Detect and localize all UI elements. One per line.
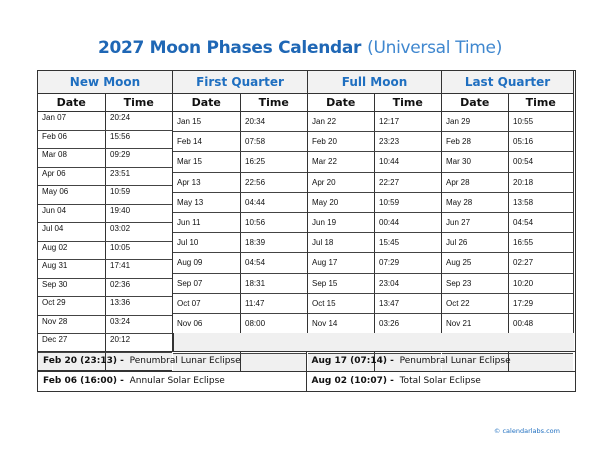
table-row	[442, 173, 573, 193]
phase-rows	[38, 112, 172, 371]
table-row	[38, 149, 172, 168]
time-cell: 18:39	[245, 238, 266, 248]
table-row	[173, 132, 307, 152]
column-headers	[38, 94, 172, 112]
time-cell: 22:56	[245, 177, 266, 187]
date-cell: Dec 27	[38, 334, 106, 352]
table-row	[38, 316, 172, 335]
time-cell: 12:17	[379, 117, 400, 126]
table-row	[38, 112, 172, 131]
time-cell: 03:02	[110, 224, 131, 233]
column-headers	[442, 94, 573, 112]
table-row	[173, 233, 307, 253]
date-cell: Nov 28	[38, 316, 106, 334]
date-cell: Jul 18	[308, 233, 375, 252]
time-cell: 13:58	[513, 197, 534, 207]
date-cell: Nov 21	[442, 314, 509, 333]
section-header: First Quarter	[173, 71, 307, 94]
eclipse-datetime: Aug 02 (10:07) -	[311, 376, 394, 386]
date-cell: Jun 19	[308, 213, 375, 232]
time-header: Time	[392, 96, 423, 109]
time-cell: 17:41	[110, 261, 131, 270]
date-cell: Jul 26	[442, 233, 509, 252]
table-row	[173, 213, 307, 233]
time-cell: 20:24	[110, 113, 131, 122]
date-cell: Sep 15	[308, 274, 375, 293]
date-cell: Mar 15	[173, 152, 241, 171]
date-cell: Nov 06	[173, 314, 241, 333]
time-cell: 02:36	[110, 279, 131, 289]
time-cell: 00:54	[513, 157, 534, 167]
date-cell: Sep 30	[38, 279, 106, 297]
table-row	[38, 242, 172, 261]
date-cell: Feb 06	[38, 131, 106, 149]
time-cell: 19:40	[110, 205, 131, 215]
time-cell: 04:54	[513, 217, 534, 227]
empty-filler-row	[173, 333, 574, 352]
date-cell: May 20	[308, 193, 375, 212]
column-headers	[173, 94, 307, 112]
date-cell: May 13	[173, 193, 241, 212]
table-row	[442, 294, 573, 314]
eclipse-type: Penumbral Lunar Eclipse	[129, 356, 241, 366]
time-cell: 23:04	[379, 278, 400, 288]
time-cell: 23:51	[110, 168, 131, 178]
time-cell: 20:12	[110, 335, 131, 344]
time-cell: 13:47	[379, 298, 400, 308]
time-cell: 07:58	[245, 137, 266, 147]
time-cell: 03:24	[110, 316, 131, 326]
table-row	[173, 314, 307, 334]
eclipse-item	[38, 372, 307, 391]
date-cell: Jan 15	[173, 112, 241, 131]
eclipse-type: Penumbral Lunar Eclipse	[399, 356, 511, 366]
date-cell: Feb 14	[173, 132, 241, 151]
table-row	[442, 213, 573, 233]
date-cell: Nov 14	[308, 314, 375, 333]
date-cell: Jun 11	[173, 213, 241, 232]
table-row	[442, 314, 573, 334]
table-row	[308, 152, 441, 172]
date-cell: Apr 13	[173, 173, 241, 192]
table-row	[308, 112, 441, 132]
eclipse-item	[38, 352, 307, 371]
date-cell: Jun 27	[442, 213, 509, 232]
table-row	[308, 294, 441, 314]
time-cell: 20:18	[513, 177, 534, 187]
date-cell: Oct 15	[308, 294, 375, 313]
table-row	[38, 131, 172, 150]
table-row	[308, 233, 441, 253]
date-cell: Jan 07	[38, 112, 106, 130]
date-cell: Aug 17	[308, 253, 375, 272]
table-row	[442, 233, 573, 253]
eclipse-row	[38, 351, 575, 371]
date-cell: Mar 22	[308, 152, 375, 171]
table-row	[442, 253, 573, 273]
date-cell: Sep 07	[173, 274, 241, 293]
date-cell: Mar 30	[442, 152, 509, 171]
time-cell: 23:23	[379, 137, 400, 147]
table-row	[308, 314, 441, 334]
time-cell: 10:20	[513, 278, 534, 288]
date-cell: Feb 20	[308, 132, 375, 151]
date-cell: Jul 04	[38, 223, 106, 241]
table-row	[442, 132, 573, 152]
column-headers	[308, 94, 441, 112]
date-cell: Apr 28	[442, 173, 509, 192]
date-cell: Jan 29	[442, 112, 509, 131]
eclipse-item	[307, 352, 576, 371]
time-cell: 18:31	[245, 278, 266, 288]
moon-phases-table	[37, 70, 576, 392]
table-row	[173, 193, 307, 213]
table-row	[173, 274, 307, 294]
date-cell: May 28	[442, 193, 509, 212]
time-cell: 09:29	[110, 150, 131, 159]
time-cell: 04:44	[245, 197, 266, 207]
time-header: Time	[258, 96, 289, 109]
date-cell: Feb 28	[442, 132, 509, 151]
section-last-quarter	[442, 71, 574, 352]
time-header: Time	[525, 96, 556, 109]
table-row	[173, 112, 307, 132]
date-cell: Aug 09	[173, 253, 241, 272]
table-row	[442, 274, 573, 294]
time-cell: 08:00	[245, 318, 266, 328]
date-cell: Mar 08	[38, 149, 106, 167]
time-cell: 16:55	[513, 238, 534, 248]
eclipse-item	[307, 372, 576, 391]
eclipse-type: Annular Solar Eclipse	[129, 376, 225, 386]
table-row	[308, 274, 441, 294]
date-cell: Apr 20	[308, 173, 375, 192]
eclipse-datetime: Aug 17 (07:14) -	[311, 356, 394, 366]
date-cell: Aug 02	[38, 242, 106, 260]
time-cell: 15:45	[379, 238, 400, 248]
date-header: Date	[442, 94, 509, 111]
page-title	[0, 38, 600, 58]
time-cell: 11:47	[245, 298, 265, 308]
eclipse-row	[38, 371, 575, 391]
date-cell: Jun 04	[38, 205, 106, 223]
table-row	[38, 223, 172, 242]
section-first-quarter	[173, 71, 308, 352]
time-cell: 05:16	[513, 137, 534, 147]
time-cell: 13:36	[110, 298, 131, 307]
time-cell: 04:54	[245, 258, 266, 268]
table-row	[308, 173, 441, 193]
time-cell: 00:48	[513, 318, 534, 328]
date-cell: May 06	[38, 186, 106, 204]
table-row	[442, 112, 573, 132]
table-row	[308, 132, 441, 152]
date-header: Date	[173, 94, 241, 111]
table-row	[173, 173, 307, 193]
table-row	[38, 186, 172, 205]
section-new-moon	[38, 71, 173, 352]
table-row	[38, 168, 172, 187]
footer-credit: © calendarlabs.com	[493, 427, 560, 435]
table-row	[38, 297, 172, 316]
table-row	[38, 205, 172, 224]
date-cell: Aug 25	[442, 253, 509, 272]
time-cell: 10:05	[110, 242, 131, 252]
time-cell: 15:56	[110, 131, 131, 141]
table-row	[173, 253, 307, 273]
table-row	[308, 213, 441, 233]
time-cell: 10:59	[110, 187, 131, 196]
date-cell: Oct 22	[442, 294, 509, 313]
table-row	[442, 193, 573, 213]
time-cell: 17:29	[513, 298, 534, 308]
section-header: Full Moon	[308, 71, 441, 94]
date-cell: Aug 31	[38, 260, 106, 278]
table-row	[442, 152, 573, 172]
table-row	[38, 279, 172, 298]
date-cell: Oct 29	[38, 297, 106, 315]
section-full-moon	[308, 71, 442, 352]
date-cell: Jan 22	[308, 112, 375, 131]
table-row	[173, 294, 307, 314]
table-row	[173, 152, 307, 172]
title-main: 2027 Moon Phases Calendar	[97, 38, 362, 58]
time-cell: 02:27	[513, 258, 534, 268]
date-cell: Sep 23	[442, 274, 509, 293]
section-header: New Moon	[38, 71, 172, 94]
time-cell: 16:25	[245, 157, 266, 167]
table-row	[308, 253, 441, 273]
eclipse-datetime: Feb 06 (16:00) -	[43, 376, 124, 386]
time-cell: 10:55	[513, 117, 534, 126]
date-header: Date	[38, 94, 106, 111]
date-cell: Apr 06	[38, 168, 106, 186]
date-cell: Oct 07	[173, 294, 241, 313]
time-cell: 07:29	[379, 258, 400, 268]
eclipse-type: Total Solar Eclipse	[399, 376, 481, 386]
time-cell: 03:26	[379, 318, 400, 328]
time-cell: 10:44	[379, 157, 400, 167]
time-header: Time	[123, 96, 154, 109]
date-header: Date	[308, 94, 375, 111]
date-cell: Jul 10	[173, 233, 241, 252]
eclipse-datetime: Feb 20 (23:13) -	[43, 356, 124, 366]
table-row	[38, 260, 172, 279]
time-cell: 10:56	[245, 217, 266, 227]
time-cell: 10:59	[379, 197, 400, 207]
time-cell: 22:27	[379, 177, 400, 187]
time-cell: 00:44	[379, 217, 400, 227]
title-sub: (Universal Time)	[367, 38, 503, 58]
table-row	[38, 334, 172, 353]
table-row	[308, 193, 441, 213]
section-header: Last Quarter	[442, 71, 573, 94]
time-cell: 20:34	[245, 117, 266, 126]
